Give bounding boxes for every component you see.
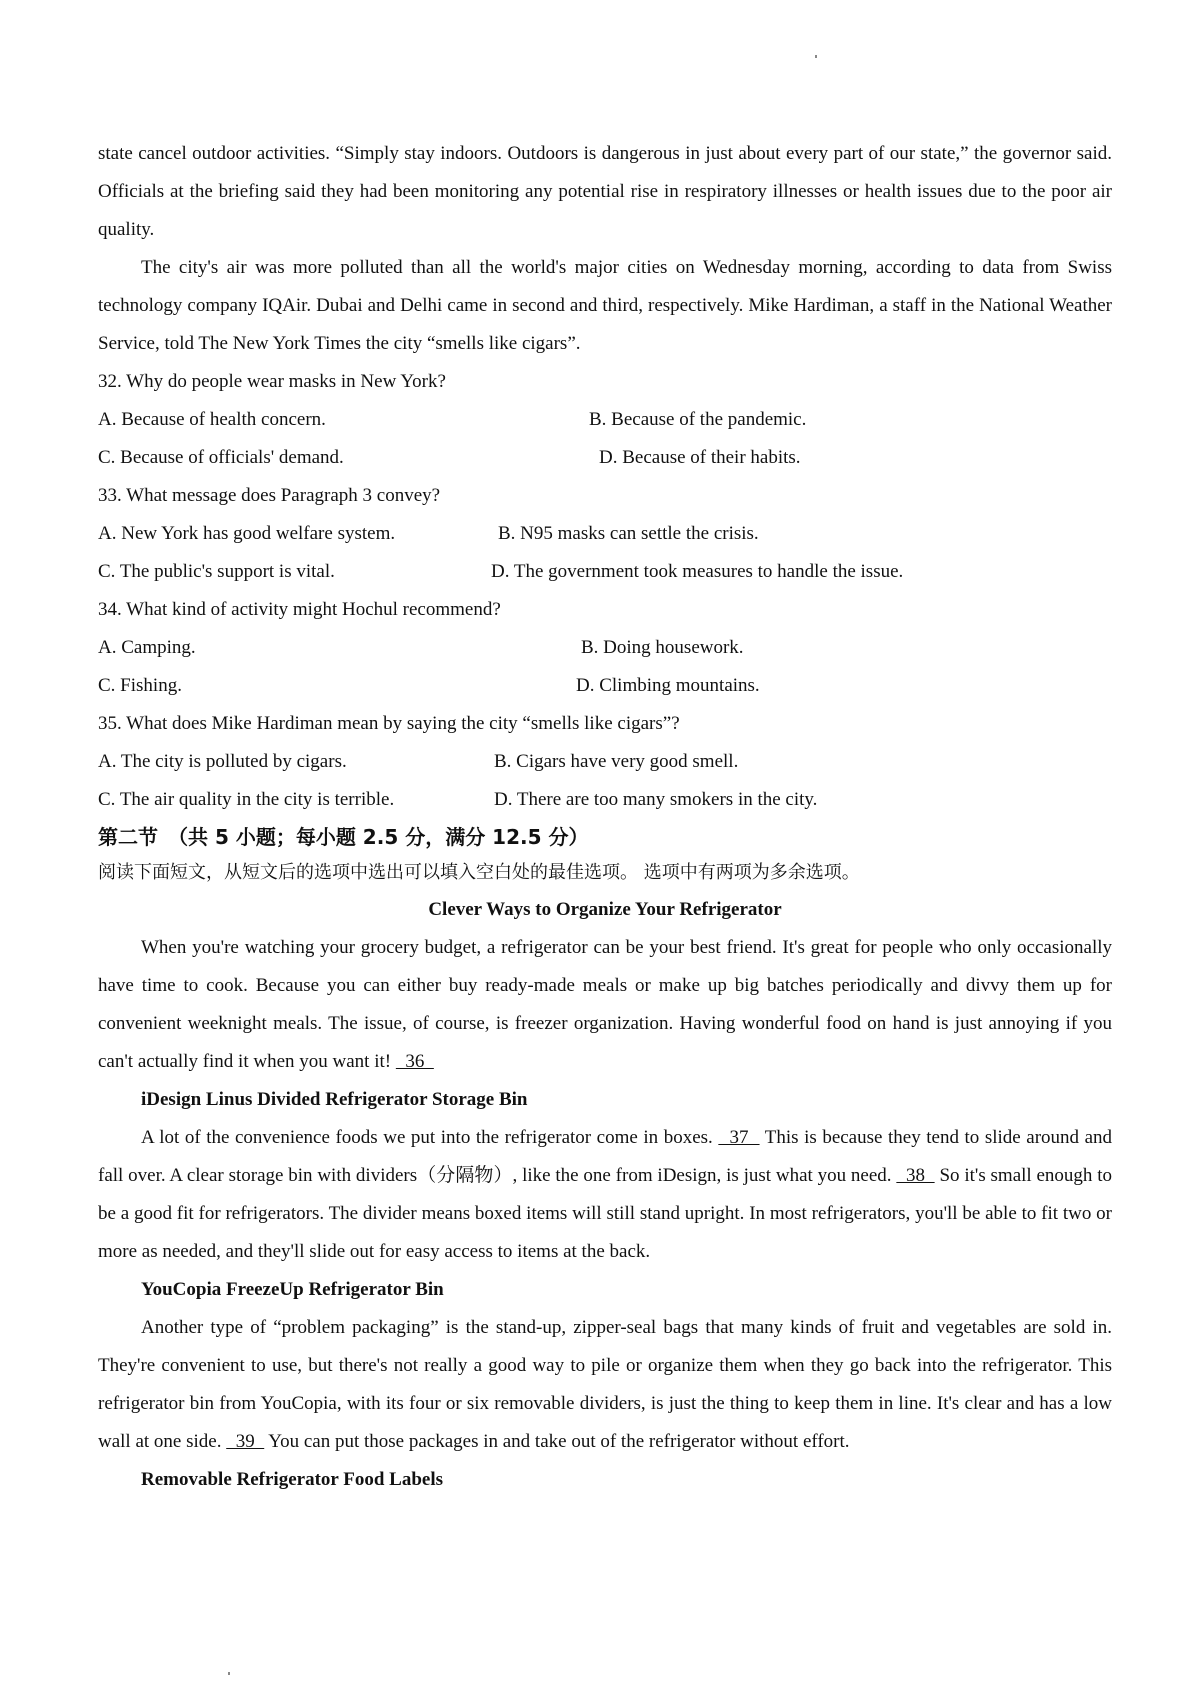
option-a: A. New York has good welfare system. [98,523,396,544]
option-b: B. N95 masks can settle the crisis. [498,523,759,544]
exam-page [98,135,1112,1499]
blank-36: 36 [395,1051,434,1072]
option-row [98,401,1112,439]
option-c: C. The air quality in the city is terrible. [98,789,395,810]
subheading-youcopia: YouCopia FreezeUp Refrigerator Bin [141,1279,444,1300]
option-c: C. Fishing. [98,675,182,696]
option-d: D. There are too many smokers in the city. [494,789,818,810]
article-intro [98,929,1112,1081]
intro-text: When you're watching your grocery budget, a refrigerator can be your best friend. It's great for people who only occasionally have time to cook. Because you can either buy ready-made meals or make up big batches periodically and divvy them up for convenient weeknight meals. The issue, of course, is freezer organization. Having wonderful food on hand is just annoying if you can't actually find it when you want it! [98,937,1112,1072]
option-row [98,667,1112,705]
option-row [98,743,1112,781]
reading-paragraph-2: The city's air was more polluted than all the world's major cities on Wednesday morning, according to data from Swiss technology company IQAir. Dubai and Delhi came in second and third, respectively. Mike Hardiman, a staff in the National Weather Service, told The New York Times the city “smells like cigars”. [98,257,1112,354]
option-c: C. Because of officials' demand. [98,447,344,468]
option-b: B. Because of the pandemic. [589,409,807,430]
option-a: A. The city is polluted by cigars. [98,751,347,772]
section-instructions: 阅读下面短文，从短文后的选项中选出可以填入空白处的最佳选项。 选项中有两项为多余选项。 [98,862,860,883]
question-text: 33. What message does Paragraph 3 convey? [98,485,441,506]
paragraph-youcopia [98,1309,1112,1461]
option-a: A. Camping. [98,637,196,658]
blank-37: 37 [718,1127,760,1148]
youcopia-text-2: You can put those packages in and take out of the refrigerator without effort. [268,1431,850,1452]
option-row [98,439,1112,477]
option-d: D. The government took measures to handle the issue. [491,561,904,582]
option-b: B. Doing housework. [581,637,744,658]
question-text: 34. What kind of activity might Hochul recommend? [98,599,501,620]
blank-38: 38 [896,1165,935,1186]
reading-paragraph-1: state cancel outdoor activities. “Simply stay indoors. Outdoors is dangerous in just about every part of our state,” the governor said. Officials at the briefing said they had been monitoring any potential rise in respiratory illnesses or health issues due to the poor air quality. [98,143,1112,240]
question-33 [98,477,1112,591]
option-row [98,781,1112,819]
question-34 [98,591,1112,705]
scan-mark-top [815,55,817,58]
idesign-text-2: This is because they tend to slide around and fall over. A clear storage bin with dividers（分隔物）, like the one from iDesign, is just what you need. [98,1127,1113,1186]
paragraph-idesign [98,1119,1112,1271]
idesign-text-1: A lot of the convenience foods we put into the refrigerator come in boxes. [141,1127,713,1148]
youcopia-text-1: Another type of “problem packaging” is the stand-up, zipper-seal bags that many kinds of fruit and vegetables are sold in. They're convenient to use, but there's not really a good way to pile or organize them when they go back into the refrigerator. This refrigerator bin from YouCopia, with its four or six removable dividers, is just the thing to keep them in line. It's clear and has a low wall at one side. [98,1317,1112,1452]
option-row [98,515,1112,553]
blank-39: 39 [226,1431,265,1452]
subheading-labels: Removable Refrigerator Food Labels [141,1469,444,1490]
article-title: Clever Ways to Organize Your Refrigerator [428,899,782,920]
question-text: 32. Why do people wear masks in New York? [98,371,446,392]
section-heading: 第二节 （共 5 小题；每小题 2.5 分，满分 12.5 分） [98,825,589,849]
option-b: B. Cigars have very good smell. [494,751,739,772]
option-row [98,629,1112,667]
question-text: 35. What does Mike Hardiman mean by saying the city “smells like cigars”? [98,713,680,734]
option-row [98,553,1112,591]
option-a: A. Because of health concern. [98,409,326,430]
scan-mark-bottom [228,1672,230,1675]
option-d: D. Climbing mountains. [576,675,760,696]
option-c: C. The public's support is vital. [98,561,335,582]
option-d: D. Because of their habits. [599,447,801,468]
question-35 [98,705,1112,819]
subheading-idesign: iDesign Linus Divided Refrigerator Storage Bin [141,1089,528,1110]
idesign-text-3: So it's small enough to be a good fit for refrigerators. The divider means boxed items will still stand upright. In most refrigerators, you'll be able to fit two or more as needed, and they'll slide out for easy access to items at the back. [98,1165,1113,1262]
question-32 [98,363,1112,477]
